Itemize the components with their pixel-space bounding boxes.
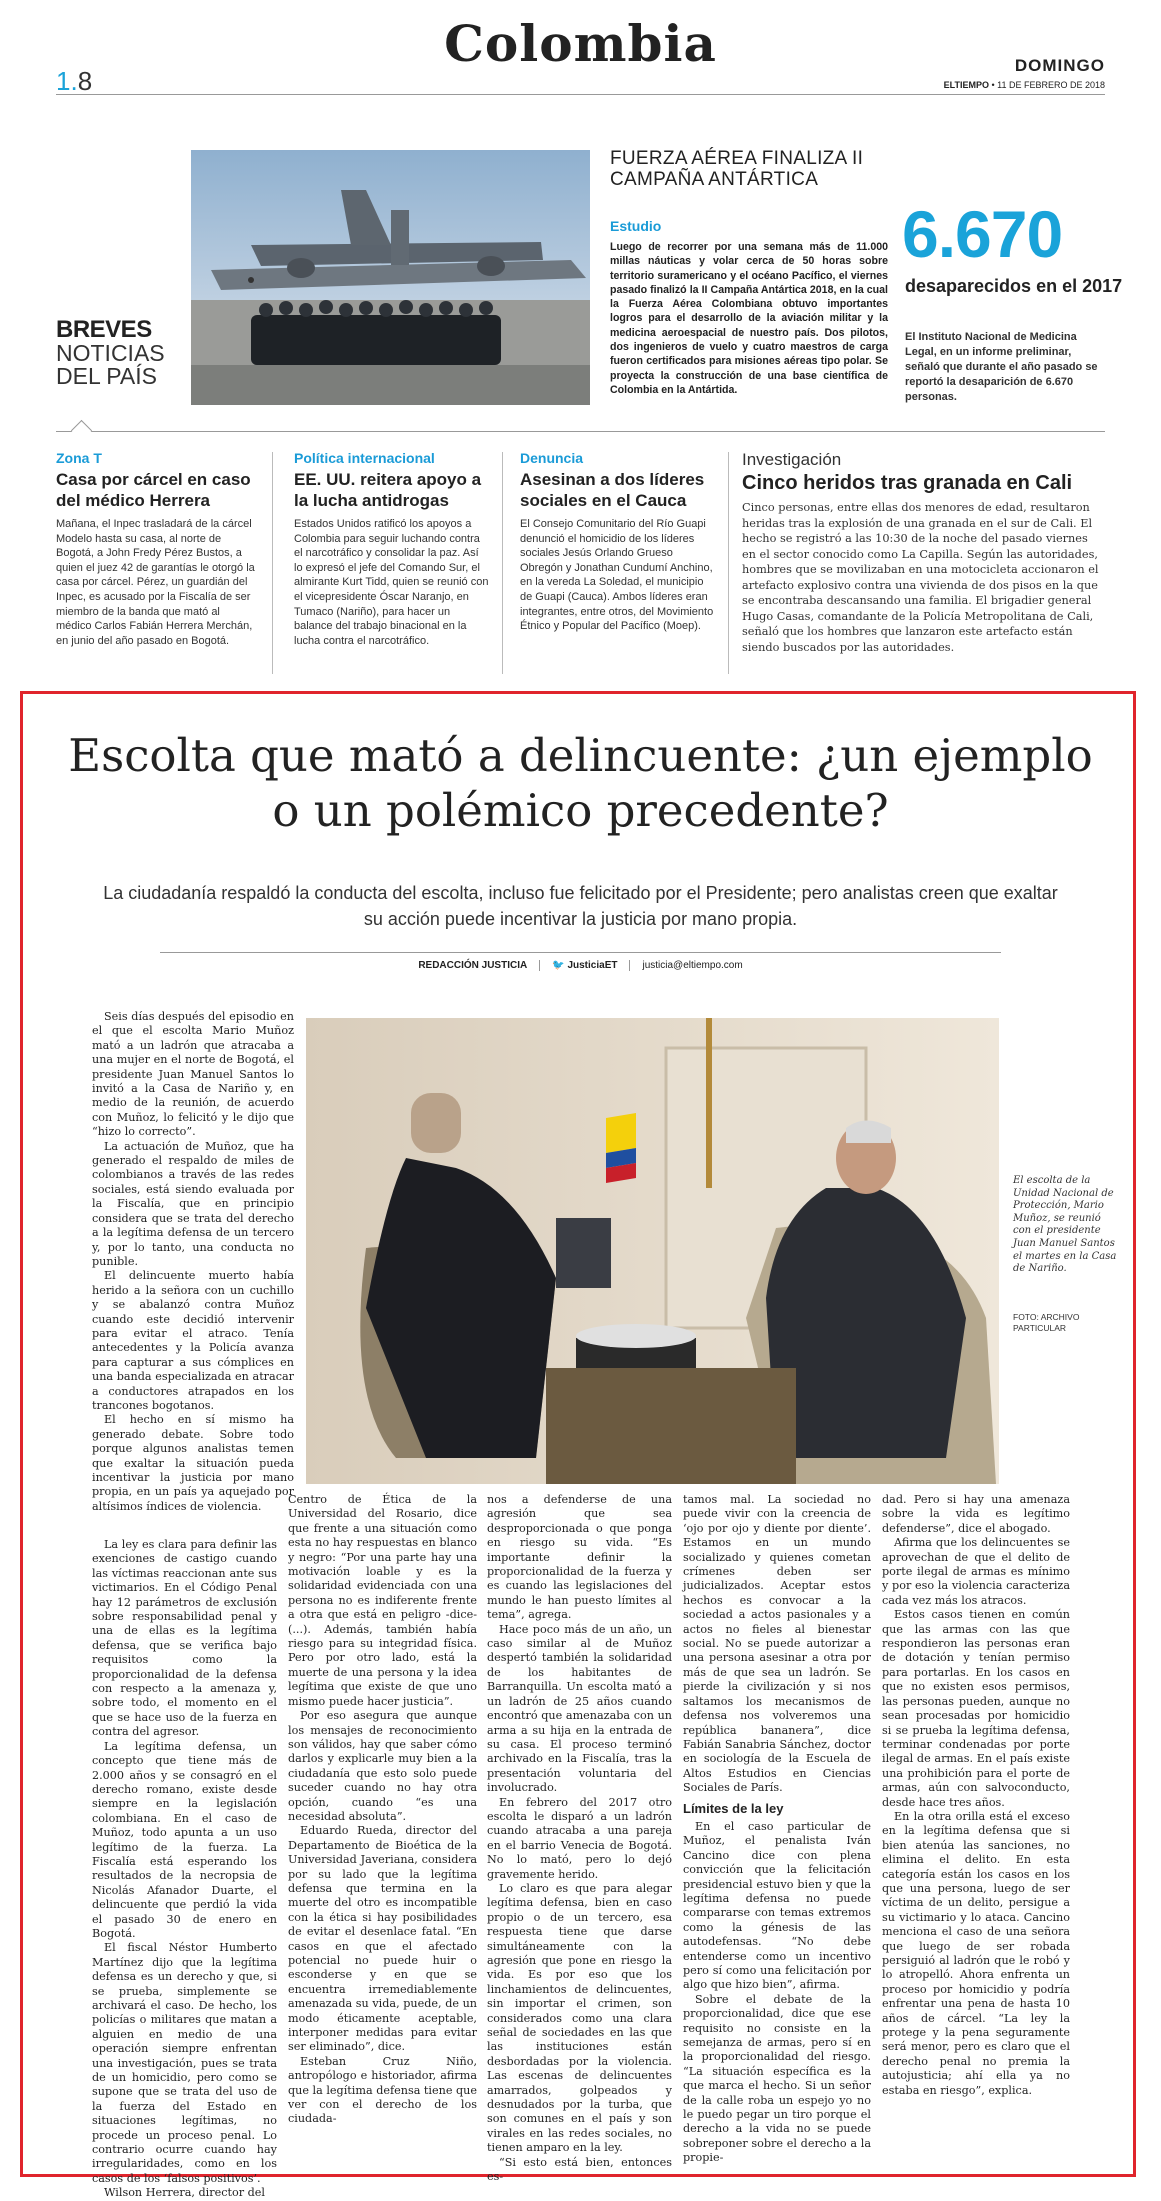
byline-rule [160,952,1001,953]
byline-desk: REDACCIÓN JUSTICIA [418,960,528,971]
brief-headline: EE. UU. reitera apoyo a la lucha antidrogas [294,470,482,510]
feature-title: FUERZA AÉREA FINALIZA II CAMPAÑA ANTÁRTICA [610,148,864,190]
paragraph: Centro de Ética de la Universidad del Rosario, dice que frente a una situación como esta no hay respuestas en blanco y negro: “Por una parte hay una motivación loable y es la solidaridad evidenciada con una persona no es indiferente frente a otra que está en peligro -dice- (...). Además, también había riesgo para su integridad física. Pero por otro lado, está la muerte de una persona y la idea legítima que existe de que uno mismo puede hacer justicia”. [288,1493,477,1708]
paragraph: dad. Pero si hay una amenaza sobre la vida es legítimo defenderse”, dice el abogado. [882,1493,1070,1535]
article-headline: Escolta que mató a delincuente: ¿un ejemplo o un polémico precedente? [68,729,1093,837]
paragraph: nos a defenderse de una agresión que sea desproporcionada o que ponga en riesgo su vida. “Es importante definir la proporcionalidad de la fuerza y es cuando las legislaciones del mundo le han puesto límites al tema”, agrega. [487,1493,672,1622]
day-label: DOMINGO [1014,56,1105,75]
brief-category: Política internacional [294,450,435,466]
brief-divider [728,452,729,674]
byline-twitter: 🐦 JusticiaET [552,960,618,971]
article-column-6 [882,1493,1070,2098]
brief-text: Cinco personas, entre ellas dos menores de edad, resultaron heridas tras la explosión de una granada en el sur de Cali. El hecho se registró a las 10:30 de la noche del pasado viernes en el sector conocido como La Capilla. Según las autoridades, hombres que se movilizaban en una motocicleta accionaron el artefacto explosivo contra una vivienda de dos pisos en la que se encontraba descansando una familia. El brigadier general Hugo Casas, comandante de la Policía Metropolitana de Cali, señaló que los hombres que lanzaron este artefacto están siendo buscados por las autoridades. [742,501,1099,654]
brief-text: Estados Unidos ratificó los apoyos a Colombia para seguir luchando contra el narcotráfico y consolidar la paz. Así lo expresó el jefe del Comando Sur, el almirante Kurt Tidd, quien se reunió con el vicepresidente Óscar Naranjo, en Tumaco (Nariño), para hacer un balance del trabajo binacional en la lucha contra el narcotráfico. [294,518,489,647]
breves-rule-notch [71,420,92,441]
section-title: Colombia [444,14,717,73]
breves-rule [56,431,1105,432]
paragraph: La actuación de Muñoz, que ha generado el respaldo de miles de colombianos a través de las redes sociales, está siendo evaluada por la Fiscalía, que en principio considera que se trata del derecho a la legítima defensa de un tercero y, por lo tanto, una conducta no punible. [92,1139,294,1268]
brief-category: Denuncia [520,450,584,466]
brief-politica [294,450,489,648]
feature-subtitle: Estudio [610,218,662,234]
brief-category: Investigación [742,450,842,469]
page-number: 1.8 [56,66,93,96]
dateline: ELTIEMPO • 11 DE FEBRERO DE 2018 [943,80,1105,90]
stat-number: 6.670 [902,197,1063,271]
brief-divider [502,452,503,674]
paragraph: En febrero del 2017 otro escolta le disparó a un ladrón cuando atracaba a una pareja en el barrio Venecia de Bogotá. No lo mató, pero lo dejó gravemente herido. [487,1795,672,1881]
brief-denuncia [520,450,716,634]
byline-email: justicia@eltiempo.com [642,960,743,971]
paragraph: Sobre el debate de la proporcionalidad, dice que ese requisito no consiste en la semejanza de armas, pero sí en la proporcionalidad del riesgo. “La situación específica es la que marca el hecho. Si un señor de la calle roba un espejo yo no le puedo pegar un tiro porque el derecho a la vida no se puede sobreponer sobre el derecho a la propie- [683,1992,871,2165]
paragraph: Por eso asegura que aunque los mensajes de reconocimiento son válidos, hay que saber cómo darlos y explicarle muy bien a la ciudadanía que esto solo puede suceder cuando no hay otra opción, cuando “es una necesidad absoluta”. [288,1709,477,1823]
paragraph: La legítima defensa, un concepto que tiene más de 2.000 años y se consagró en el derecho romano, existe desde siempre en la legislación colombiana. En el caso de Muñoz, todo apunta a un uso legítimo de la fuerza. La Fiscalía está esperando los resultados de la necropsia de Nicolás Afanador Duarte, el delincuente que perdió la vida el pasado 30 de enero en Bogotá. [92,1739,277,1940]
stat-body: El Instituto Nacional de Medicina Legal, en un informe preliminar, señaló que durante el año pasado se reportó la desaparición de 6.670 personas. [905,331,1098,403]
paragraph: Seis días después del episodio en el que el escolta Mario Muñoz mató a un ladrón que atracaba a una mujer en el norte de Bogotá, el presidente Juan Manuel Santos lo invitó a la Casa de Nariño y, en medio de la reunión, de acuerdo con Muñoz, lo felicitó y le dijo que “hizo lo correcto”. [92,1010,294,1139]
antarctic-aircraft-photo [191,150,590,405]
article-deck: La ciudadanía respaldó la conducta del escolta, incluso fue felicitado por el Presidente; pero analistas creen que exaltar su acción puede incentivar la justicia por mano propia. [103,883,1058,929]
brief-zona-t [56,450,258,648]
article-column-4 [487,1493,672,2185]
paragraph: Esteban Cruz Niño, antropólogo e historiador, afirma que la legítima defensa tiene que ver con el derecho de los ciudada- [288,2054,477,2126]
paragraph: Eduardo Rueda, director del Departamento de Bioética de la Universidad Javeriana, considera por su lado que la legítima defensa que termina en la muerte del otro es incompatible con la ética si hay posibilidades de evitar el desenlace fatal. “En casos en que el afectado potencial no puede huir o esconderse y en que se encuentra irremediablemente amenazada su vida, puede, de un modo éticamente aceptable, interponer medidas para evitar ser eliminado”, dice. [288,1824,477,2054]
paragraph: Lo claro es que para alegar legítima defensa, bien en caso propio o de un tercero, esa respuesta tiene que darse simultáneamente con la agresión que pone en riesgo la vida. Es por eso que los linchamientos de delincuentes, sin importar el crimen, son considerados como una clara señal de sociedades en las que las instituciones están desbordadas por la violencia. Las escenas de delincuentes amarrados, golpeados y desnudados por la turba, que son comunes en el país y son virales en las redes sociales, no tienen amparo en la ley. [487,1881,672,2155]
brief-text: El Consejo Comunitario del Río Guapi denunció el homicidio de los líderes sociales Jesús Orlando Grueso Obregón y Jonathan Cundumí Anchino, en la vereda La Soledad, el municipio de Guapi (Cauca). Ambos líderes eran integrantes, entre otros, del Movimiento Étnico y Popular del Pacífico (Moep). [520,518,714,633]
paragraph: La ley es clara para definir las exenciones de castigo cuando las víctimas reaccionan ante sus victimarios. En el Código Penal hay 12 parámetros de exclusión sobre responsabilidad penal y una de ellas es la legítima defensa, que se verifica bajo requisitos como la proporcionalidad de la defensa con respecto a la amenaza y, sobre todo, el momento en el que se hace uso de la fuerza en contra del agresor. [92,1538,277,1739]
paragraph: En la otra orilla está el exceso en la legítima defensa que si bien atenúa las sanciones, no elimina el delito. En esta categoría están los casos en los que una persona, luego de ser víctima de un delito, persigue a su victimario y lo ataca. Cancino menciona el caso de una señora que luego de ser robada persiguió al ladrón que le robó y lo atropelló. Ahora enfrenta un proceso por homicidio y podría enfrentar una pena de hasta 10 años de cárcel. “La ley la protege y la pena seguramente será menor, pero es claro que el derecho penal no premia la autojusticia; ahí ella ya no estaba en riesgo”, explica. [882,1809,1070,2097]
stat-label: desaparecidos en el 2017 [905,276,1123,296]
paragraph: “Si esto está bien, entonces es- [487,2155,672,2184]
brief-headline: Cinco heridos tras granada en Cali [742,472,1073,494]
subhead: Límites de la ley [683,1800,784,1816]
photo-credit: FOTO: ARCHIVO PARTICULAR [1013,1312,1080,1333]
byline [0,960,1161,971]
paragraph: Afirma que los delincuentes se aprovechan de que el delito de porte ilegal de armas es mínimo y por eso la violencia caracteriza cada vez más los atracos. [882,1536,1070,1607]
paragraph: El hecho en sí mismo ha generado debate. Sobre todo porque algunos analistas temen que exaltar la situación pueda incentivar la justicia por mano propia, en un país ya aquejado por altísimos índices de violencia. [92,1413,294,1513]
breves-label: BREVES NOTICIAS DEL PAÍS [56,316,165,389]
paragraph: Estos casos tienen en común que las armas con las que respondieron las personas eran de dotación y tenían permiso para portarlas. En los casos en que no existen esos permisos, las personas pueden, aunque no sean procesadas por homicidio si se prueba la legítima defensa, terminar condenadas por porte ilegal de armas. En el país existe una prohibición para el porte de armas, aún con salvoconducto, desde hace tres años. [882,1608,1070,1809]
paragraph: tamos mal. La sociedad no puede vivir con la creencia de ‘ojo por ojo y diente por diente’. Estamos en un mundo socializado y quienes cometan crímenes deben ser judicializados. Aceptar estos hechos es convocar a la sociedad a actos pasionales y a actos no fieles al bienestar social. No se puede autorizar a una persona asesinar a otra por más de que sea un ladrón. Se pierde la civilización y si nos saltamos los mecanismos de defensa nos volveremos una república bananera”, dice Fabián Sanabria Sánchez, doctor en sociología de la Escuela de Altos Estudios en Ciencias Sociales de París. [683,1493,871,1795]
paragraph: El delincuente muerto había herido a la señora con un cuchillo y se abalanzó contra Muñoz cuando este decidió intervenir para evitar el atraco. Tenía antecedentes y la Policía avanza para capturar a sus cómplices en una banda especializada en atracar a conductores atrapados en los trancones bogotanos. [92,1269,294,1412]
feature-body: Luego de recorrer por una semana más de 11.000 millas náuticas y volar cerca de 50 horas sobre territorio suramericano y el océano Pacífico, el viernes pasado finalizó la II Campaña Antártica 2018, en la cual la Fuerza Aérea Colombiana obtuvo importantes logros para el desarrollo de la aviación militar y la medicina aeroespacial de nuestro país. Dos pilotos, dos ingenieros de vuelo y cuatro maestros de carga fueron certificados para misiones aéreas tipo polar. Se proyecta la construcción de una base científica de Colombia en la Antártida. [610,241,888,396]
twitter-icon: 🐦 [552,960,565,971]
article-column-2 [92,1538,277,2201]
brief-headline: Casa por cárcel en caso del médico Herrera [56,470,251,510]
header-rule [56,94,1105,95]
paragraph: Hace poco más de un año, un caso similar al de Muñoz despertó también la solidaridad de los habitantes de Barranquilla. Un escolta mató a un ladrón de 25 años cuando encontró que amenazaba con un arma a su hija en la entrada de su casa. El proceso terminó archivado en la Fiscalía, tras la presentación voluntaria del involucrado. [487,1622,672,1795]
brief-category: Zona T [56,450,102,466]
article-column-3 [288,1493,477,2127]
paragraph: El fiscal Néstor Humberto Martínez dijo que la legítima defensa es un derecho y que, si se prueba, simplemente se archivará el caso. De hecho, los policías o militares que matan a alguien en medio de una operación siempre enfrentan una investigación, pues se trata de un homicidio, pero como se supone que se trata del uso de la fuerza del Estado en situaciones legítimas, no procede un proceso penal. Lo contrario ocurre cuando hay irregularidades, como en los casos de los ‘falsos positivos’. [92,1941,277,2185]
paragraph: Wilson Herrera, director del [104,2186,265,2200]
brief-investigacion [742,450,1104,655]
photo-caption: El escolta de la Unidad Nacional de Protección, Mario Muñoz, se reunió con el presidente Juan Manuel Santos el martes en la Casa de Nariño. [1013,1175,1117,1275]
brief-divider [272,452,273,674]
paragraph: En el caso particular de Muñoz, el penalista Iván Cancino dice con plena convicción que la felicitación presidencial estuvo bien y que la legítima defensa no puede compararse con temas extremos como la génesis de las autodefensas. “No debe entenderse como un incentivo pero sí como una felicitación por algo que hizo bien”, afirma. [683,1819,871,1992]
brief-text: Mañana, el Inpec trasladará de la cárcel Modelo hasta su casa, al norte de Bogotá, a John Fredy Pérez Bustos, a quien el juez 42 de garantías le otorgó la casa por cárcel. Pérez, un guardián del Inpec, es acusado por la Fiscalía de ser miembro de la banda que mató al médico Carlos Fabián Herrera Merchán, en junio del año pasado en Bogotá. [56,518,255,647]
article-column-5 [683,1493,871,2166]
article-column-1 [92,1010,294,1514]
article-photo [306,1018,999,1484]
brief-headline: Asesinan a dos líderes sociales en el Cauca [520,470,705,510]
